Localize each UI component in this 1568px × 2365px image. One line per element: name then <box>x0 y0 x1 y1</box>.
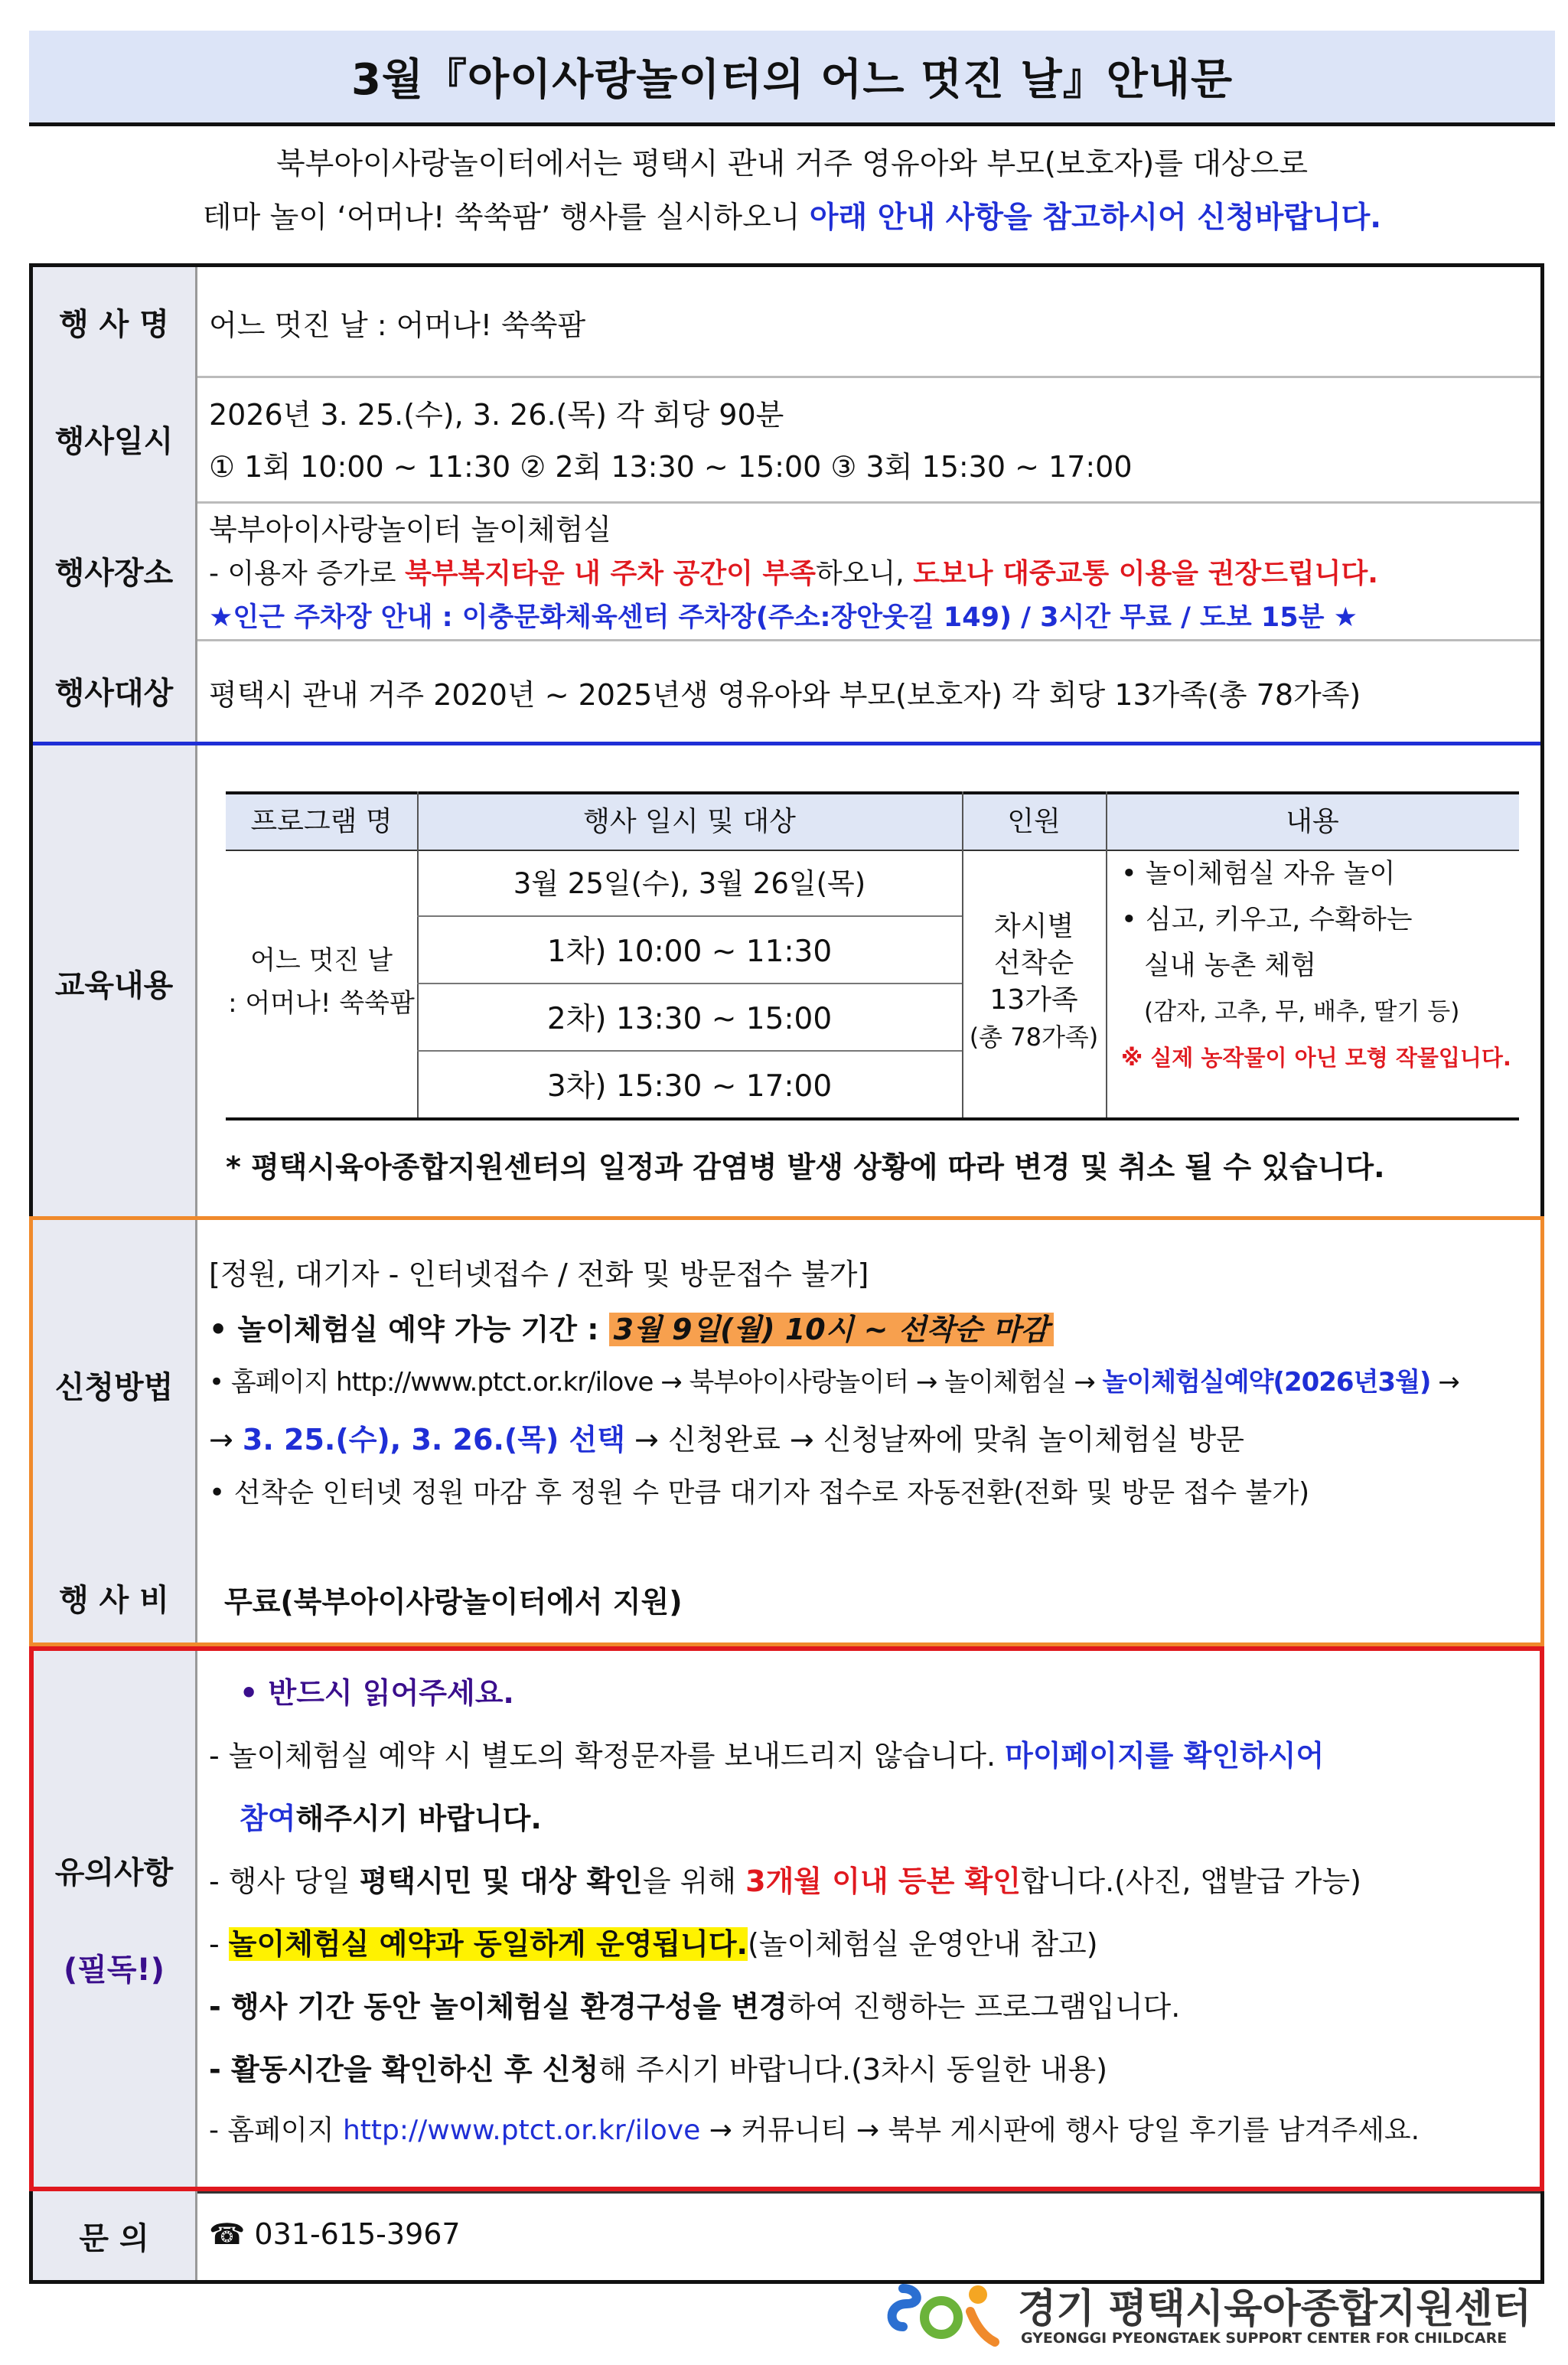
notes-line-4-b: 하여 진행하는 프로그램입니다. <box>787 1990 1181 2024</box>
notes-line-3-b: 놀이체험실 예약과 동일하게 운영됩니다. <box>228 1927 748 1961</box>
row-event-date <box>33 376 1540 504</box>
logo-dot-orange <box>969 2285 987 2304</box>
info-table <box>29 263 1544 2284</box>
content-event-place <box>209 501 1525 639</box>
page-title-text: 3월『아이사랑놀이터의 어느 멋진 날』안내문 <box>350 55 1234 105</box>
content-cell <box>1121 851 1519 1081</box>
intro-text <box>29 138 1555 245</box>
people-line-2: 선착순 <box>993 948 1074 979</box>
intro-line-1: 북부아이사랑놀이터에서는 평택시 관내 거주 영유아와 부모(보호자)를 대상으로 <box>275 147 1309 181</box>
notes-line-2-a: - 행사 당일 <box>209 1864 360 1898</box>
apply-line-2-a: • 놀이체험실 예약 가능 기간 : <box>209 1313 609 1346</box>
program-name-line-1: 어느 멋진 날 <box>250 945 393 976</box>
program-name-line-2: : 어머나! 쑥쑥팜 <box>228 988 415 1019</box>
label-education: 교육내용 <box>33 745 197 1220</box>
homepage-link[interactable]: http://www.ptct.or.kr/ilove <box>342 2115 701 2146</box>
content-event-date <box>209 376 1525 501</box>
notes-line-4-a: - 행사 기간 동안 놀이체험실 환경구성을 변경 <box>209 1990 787 2024</box>
row-contact <box>33 2191 1540 2280</box>
label-event-target: 행사대상 <box>33 639 197 742</box>
logo-swirl-blue <box>892 2288 917 2327</box>
page-title <box>29 31 1555 126</box>
label-event-place: 행사장소 <box>33 501 197 639</box>
center-logo-name: 경기 평택시육아종합지원센터 <box>1018 2286 1532 2332</box>
center-logo <box>880 2273 1553 2357</box>
apply-reserve-link[interactable]: 놀이체험실예약(2026년3월) <box>1102 1367 1431 1398</box>
label-event-date: 행사일시 <box>33 376 197 501</box>
logo-curve-orange <box>970 2311 995 2342</box>
schedule-session-3: 3차) 15:30 ~ 17:00 <box>546 1069 833 1104</box>
apply-period-highlight: 3월 9일(월) 10시 ~ 선착순 마감 <box>609 1313 1054 1346</box>
place-line-2-a: - 이용자 증가로 <box>209 558 405 589</box>
intro-line-2 <box>29 191 1555 245</box>
contact-phone[interactable]: ☎ 031-615-3967 <box>209 2217 461 2251</box>
place-line-3-text: ★인근 주차장 안내 : 이충문화체육센터 주차장(주소:장안웃길 149) / 3시간 무료 / 도보 15분 ★ <box>209 602 1358 633</box>
notes-line-5-a: - 활동시간을 확인하신 후 신청 <box>209 2053 599 2086</box>
row-event-place <box>33 501 1540 641</box>
intro-line-2-plain: 테마 놀이 ‘어머나! 쑥쑥팜’ 행사를 실시하오니 <box>202 201 810 235</box>
intro-line-2-highlight: 아래 안내 사항을 참고하시어 신청바랍니다. <box>809 201 1382 235</box>
col-divider <box>1106 791 1107 1121</box>
people-line-4: (총 78가족) <box>969 1023 1099 1052</box>
row-event-target <box>33 639 1540 742</box>
row-education <box>33 745 1540 1220</box>
apply-line-3-c: → <box>1430 1367 1459 1398</box>
apply-line-4-a: → <box>209 1423 243 1457</box>
label-apply: 신청방법 <box>33 1220 197 1549</box>
label-notes-text: 유의사항 <box>54 1855 174 1890</box>
place-line-2-b: 북부복지타운 내 주차 공간이 부족 <box>404 558 816 589</box>
schedule-session-1: 1차) 10:00 ~ 11:30 <box>546 935 833 969</box>
notes-line-6-a: - 홈페이지 <box>209 2115 343 2146</box>
content-line-2: • 심고, 키우고, 수확하는 <box>1121 905 1413 935</box>
content-line-4: (감자, 고추, 무, 배추, 딸기 등) <box>1144 998 1460 1026</box>
event-date-line-1: 2026년 3. 25.(수), 3. 26.(목) 각 회당 90분 <box>209 398 784 432</box>
header-schedule: 행사 일시 및 대상 <box>583 805 796 837</box>
notes-red-box <box>29 1646 1544 2191</box>
logo-circle-green <box>924 2301 958 2334</box>
notes-line-2-c: 을 위해 <box>642 1864 746 1898</box>
place-line-1: 북부아이사랑놀이터 놀이체험실 <box>209 513 611 546</box>
schedule-date: 3월 25일(수), 3월 26일(목) <box>513 867 866 900</box>
apply-fee-orange-box <box>29 1216 1544 1646</box>
label-fee: 행 사 비 <box>33 1549 197 1646</box>
schedule-session-2: 2차) 13:30 ~ 15:00 <box>546 1002 833 1036</box>
center-logo-icon <box>880 2273 1010 2357</box>
apply-line-4-b: 3. 25.(수), 3. 26.(목) 선택 <box>242 1423 625 1457</box>
header-people: 인원 <box>1007 805 1061 837</box>
notes-line-2-e: 합니다.(사진, 앱발급 가능) <box>1020 1864 1362 1898</box>
program-name-cell <box>226 847 417 1117</box>
apply-line-1: [정원, 대기자 - 인터넷접수 / 전화 및 방문접수 불가] <box>209 1258 869 1291</box>
notes-head: • 반드시 읽어주세요. <box>240 1676 514 1710</box>
content-note: ※ 실제 농작물이 아닌 모형 작물입니다. <box>1121 1045 1511 1071</box>
apply-line-4-c: → 신청완료 → 신청날짜에 맞춰 놀이체험실 방문 <box>624 1423 1244 1457</box>
notes-line-5-b: 해 주시기 바랍니다.(3차시 동일한 내용) <box>598 2053 1108 2086</box>
content-line-1: • 놀이체험실 자유 놀이 <box>1121 859 1396 889</box>
apply-line-3-a: • 홈페이지 http://www.ptct.or.kr/ilove → 북부아이사랑놀이터 → 놀이체험실 → <box>209 1367 1103 1398</box>
notes-line-3-a: - <box>209 1927 229 1961</box>
center-logo-sub: GYEONGGI PYEONGTAEK SUPPORT CENTER FOR CHILDCARE <box>1021 2330 1508 2347</box>
table-bottom-border <box>226 1117 1519 1121</box>
event-target-value: 평택시 관내 거주 2020년 ~ 2025년생 영유아와 부모(보호자) 각 회당 13가족(총 78가족) <box>209 678 1361 712</box>
label-notes-must-read: (필독!) <box>63 1952 165 1988</box>
content-contact <box>209 2191 1525 2280</box>
label-contact: 문 의 <box>33 2191 197 2280</box>
header-program: 프로그램 명 <box>250 805 393 837</box>
apply-line-5: • 선착순 인터넷 정원 마감 후 정원 수 만큼 대기자 접수로 자동전환(전화 및 방문 접수 불가) <box>209 1477 1310 1509</box>
education-footnote: * 평택시육아종합지원센터의 일정과 감염병 발생 상황에 따라 변경 및 취소 될 수 있습니다. <box>226 1150 1385 1184</box>
content-event-name <box>209 267 1525 376</box>
notes-line-2-d: 3개월 이내 등본 확인 <box>745 1864 1021 1898</box>
education-table <box>226 791 1519 1121</box>
content-line-3: 실내 농촌 체험 <box>1144 951 1317 981</box>
people-line-1: 차시별 <box>993 911 1074 942</box>
place-line-2 <box>209 552 1378 591</box>
notes-line-2-b: 평택시민 및 대상 확인 <box>359 1864 643 1898</box>
label-event-name: 행 사 명 <box>33 267 197 376</box>
event-name-value: 어느 멋진 날 : 어머나! 쑥쑥팜 <box>209 308 586 342</box>
notes-line-1-a: - 놀이체험실 예약 시 별도의 확정문자를 보내드리지 않습니다. <box>209 1739 1006 1773</box>
event-date-line-2: ① 1회 10:00 ~ 11:30 ② 2회 13:30 ~ 15:00 ③ 3회 15:30 ~ 17:00 <box>209 450 1133 484</box>
notes-line-1-b: 마이페이지를 확인하시어 <box>1005 1739 1325 1773</box>
header-content: 내용 <box>1286 805 1339 837</box>
place-line-2-d: 도보나 대중교통 이용을 권장드립니다. <box>913 558 1378 589</box>
content-education <box>195 745 1540 1220</box>
place-line-2-c: 하오니, <box>815 558 914 589</box>
notes-line-6-c: → 커뮤니티 → 북부 게시판에 행사 당일 후기를 남겨주세요. <box>700 2115 1420 2146</box>
notes-line-1-c: 참여 <box>240 1802 296 1835</box>
content-event-target <box>209 639 1525 742</box>
place-line-3 <box>209 596 1358 634</box>
notes-line-1-d: 해주시기 바랍니다. <box>295 1802 542 1835</box>
row-event-name <box>33 267 1540 378</box>
people-line-3: 13가족 <box>989 984 1078 1016</box>
fee-value: 무료(북부아이사랑놀이터에서 지원) <box>224 1585 683 1619</box>
people-cell <box>962 847 1106 1117</box>
notes-line-3-c: (놀이체험실 운영안내 참고) <box>747 1927 1098 1961</box>
